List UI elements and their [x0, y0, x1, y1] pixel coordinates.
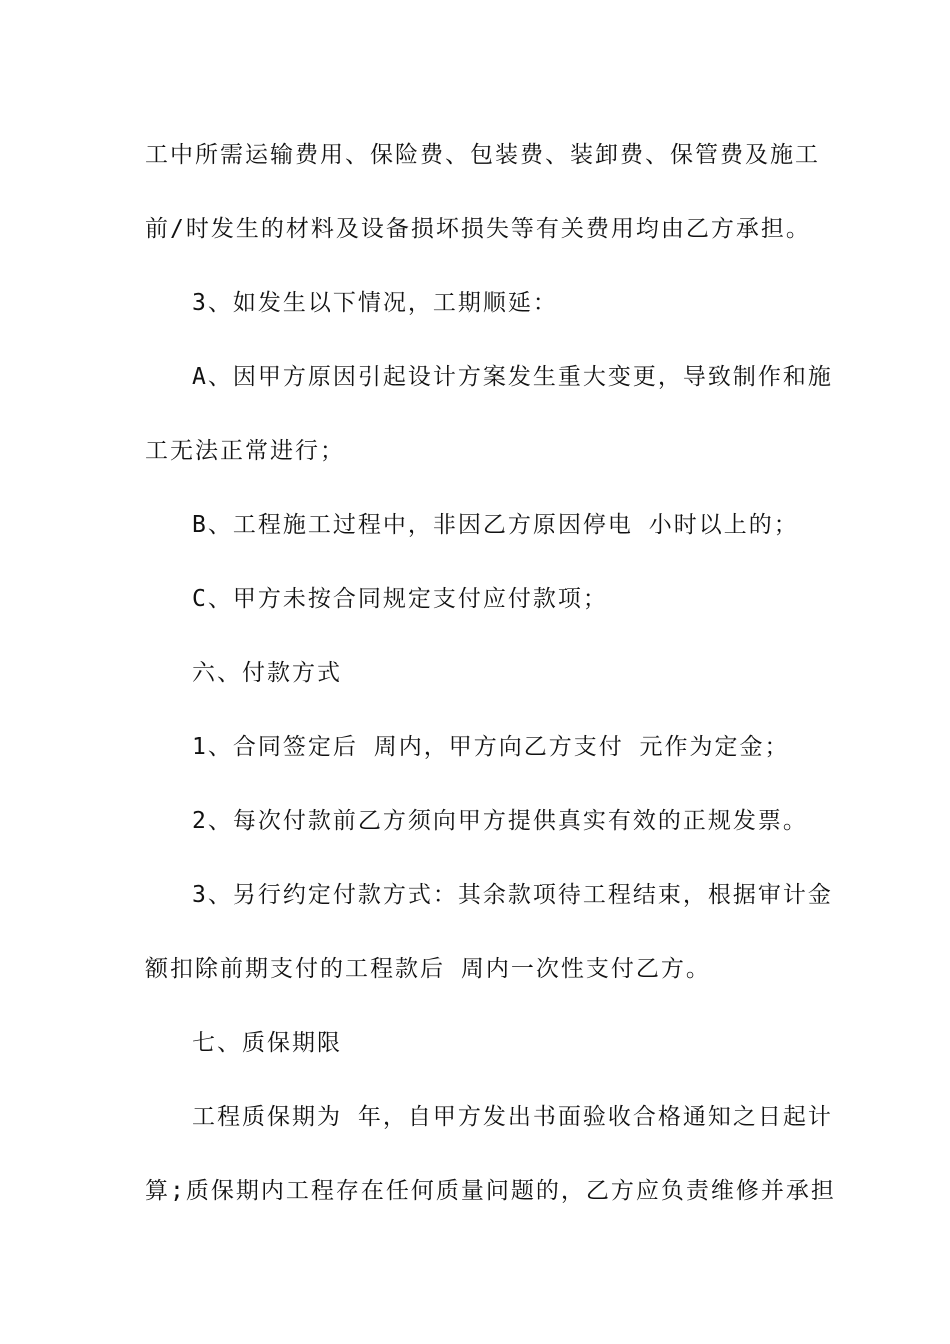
text-line: 工无法正常进行；: [145, 438, 345, 464]
text-line: C、甲方未按合同规定支付应付款项；: [192, 586, 608, 612]
text-line: 算;质保期内工程存在任何质量问题的，乙方应负责维修并承担: [145, 1178, 836, 1204]
section-heading: 七、质保期限: [192, 1030, 342, 1056]
text-line: 前/时发生的材料及设备损坏损失等有关费用均由乙方承担。: [145, 216, 811, 242]
text-line: B、工程施工过程中，非因乙方原因停电 小时以上的；: [192, 512, 799, 538]
text-line: 3、另行约定付款方式：其余款项待工程结束，根据审计金: [192, 882, 833, 908]
text-line: 1、合同签定后 周内，甲方向乙方支付 元作为定金；: [192, 734, 790, 760]
section-heading: 六、付款方式: [192, 660, 342, 686]
text-line: 工中所需运输费用、保险费、包装费、装卸费、保管费及施工: [145, 142, 820, 168]
text-line: 工程质保期为 年，自甲方发出书面验收合格通知之日起计: [192, 1104, 833, 1130]
text-line: 额扣除前期支付的工程款后 周内一次性支付乙方。: [145, 956, 711, 982]
text-line: 2、每次付款前乙方须向甲方提供真实有效的正规发票。: [192, 808, 808, 834]
text-line: 3、如发生以下情况，工期顺延：: [192, 290, 558, 316]
text-line: A、因甲方原因引起设计方案发生重大变更，导致制作和施: [192, 364, 833, 390]
